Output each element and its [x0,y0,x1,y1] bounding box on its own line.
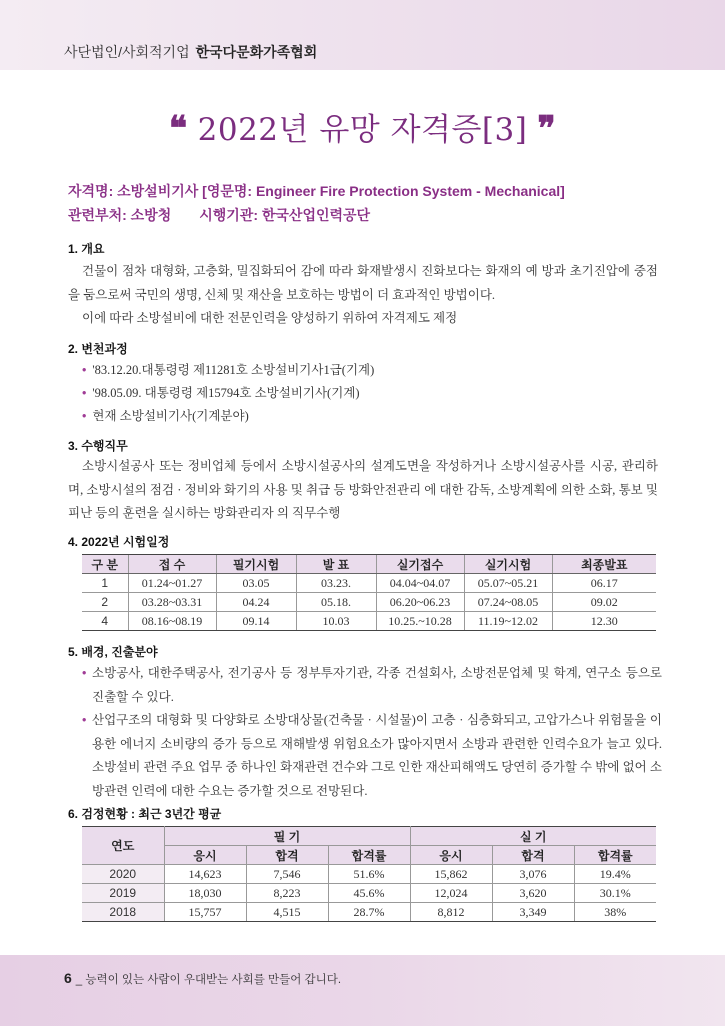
table-cell: 8,812 [410,903,492,922]
section-heading-schedule: 4. 2022년 시험일정 [68,535,170,549]
table-cell-year: 2020 [82,865,164,884]
col-header: 최종발표 [552,555,656,574]
table-cell: 09.14 [216,612,296,631]
table-cell: 15,757 [164,903,246,922]
table-cell: 1 [82,574,128,593]
table-cell: 03.28~03.31 [128,593,216,612]
table-cell: 06.20~06.23 [376,593,464,612]
table-row [82,903,656,922]
history-item: • '83.12.20.대통령령 제11281호 소방설비기사1급(기계) [82,363,375,377]
related-department: 관련부처: 소방청 [68,207,172,223]
col-group-practical: 실 기 [410,827,656,846]
table-cell: 01.24~01.27 [128,574,216,593]
bullet-icon: • [82,386,87,400]
page-title [0,104,725,149]
header-prefix: 사단법인/사회적기업 [64,44,190,60]
table-cell: 28.7% [328,903,410,922]
table-header-row [82,555,656,574]
header-org-name: 한국다문화가족협회 [195,44,318,60]
history-item: • 현재 소방설비기사(기계분야) [82,409,249,423]
table-cell: 10.03 [296,612,376,631]
table-cell: 30.1% [574,884,656,903]
section-heading-career: 5. 배경, 진출분야 [68,645,158,659]
table-cell: 3,620 [492,884,574,903]
open-quote-icon: ❝ [168,109,188,149]
col-header: 응시 [410,846,492,865]
title-text: 2022년 유망 자격증[3] [197,112,528,148]
close-quote-icon: ❞ [537,109,557,149]
table-row [82,865,656,884]
col-header: 접 수 [128,555,216,574]
col-header: 구 분 [82,555,128,574]
table-cell: 3,076 [492,865,574,884]
footer-slogan: _ 능력이 있는 사람이 우대받는 사회를 만들어 갑니다. [75,974,342,986]
section-heading-duties: 3. 수행직무 [68,439,128,453]
col-header: 필기시험 [216,555,296,574]
table-cell: 06.17 [552,574,656,593]
footer [64,970,341,987]
table-cell: 3,349 [492,903,574,922]
table-cell: 2 [82,593,128,612]
duties-paragraph: 소방시설공사 또는 정비업체 등에서 소방시설공사의 설계도면을 작성하거나 소방시설공사를 시공, 관리하며, 소방시설의 점검 · 정비와 화기의 사용 및 취급 등 방화안전관리 에 대한 감독, 소방계획에 의한 소화, 통보 및 피난 등의 훈련을 실시하는 방화관리자 의 직무수행 [68,459,658,520]
exam-statistics-table [82,826,656,922]
table-cell: 05.18. [296,593,376,612]
table-cell: 4,515 [246,903,328,922]
table-cell: 15,862 [410,865,492,884]
col-group-written: 필 기 [164,827,410,846]
table-cell: 18,030 [164,884,246,903]
career-item: • 산업구조의 대형화 및 다양화로 소방대상물(건축물 · 시설물)이 고층 · 심층화되고, 고압가스나 위험물을 이용한 에너지 소비량의 증가 등으로 재해발생 위험요소가 많아지면서 소방과 관련한 인력수요가 늘고 있다. 소방설비 관련 주요 업무 중 하나인 화재관련 건수와 그로 인한 재산피해액도 당연히 증가할 수 밖에 없어 소방관련 인력에 대한 수요는 증가할 것으로 전망된다. [82,709,662,803]
table-cell: 45.6% [328,884,410,903]
table-header-row [82,827,656,846]
table-cell: 7,546 [246,865,328,884]
table-cell: 05.07~05.21 [464,574,552,593]
section-heading-overview: 1. 개요 [68,242,105,256]
history-item: • '98.05.09. 대통령령 제15794호 소방설비기사(기계) [82,386,360,400]
table-cell-year: 2018 [82,903,164,922]
overview-paragraph-2: 이에 따라 소방설비에 대한 전문인력을 양성하기 위하여 자격제도 제정 [82,311,458,325]
table-cell: 8,223 [246,884,328,903]
exam-schedule-table [82,554,656,631]
table-row [82,574,656,593]
table-cell: 12,024 [410,884,492,903]
col-header: 응시 [164,846,246,865]
table-row [82,884,656,903]
col-header: 합격 [246,846,328,865]
table-cell: 07.24~08.05 [464,593,552,612]
table-cell: 04.04~04.07 [376,574,464,593]
table-cell: 51.6% [328,865,410,884]
col-header: 합격률 [574,846,656,865]
table-cell: 03.23. [296,574,376,593]
bullet-icon: • [82,363,87,377]
table-cell: 14,623 [164,865,246,884]
table-cell: 09.02 [552,593,656,612]
qualification-name: 자격명: 소방설비기사 [영문명: Engineer Fire Protection System - Mechanical] [68,183,565,199]
table-cell-year: 2019 [82,884,164,903]
table-row [82,593,656,612]
qualification-meta [68,205,370,225]
table-cell: 12.30 [552,612,656,631]
table-cell: 4 [82,612,128,631]
table-cell: 19.4% [574,865,656,884]
table-cell: 10.25.~10.28 [376,612,464,631]
section-heading-history: 2. 변천과정 [68,342,128,356]
overview-paragraph-1: 건물이 점차 대형화, 고층화, 밀집화되어 감에 따라 화재발생시 진화보다는 화재의 예 방과 초기진압에 중점을 둠으로써 국민의 생명, 신체 및 재산을 보호하는 방법이 더 효과적인 방법이다. [68,264,658,302]
executing-agency: 시행기관: 한국산업인력공단 [199,207,371,223]
col-header: 합격률 [328,846,410,865]
table-cell: 03.05 [216,574,296,593]
bullet-icon: • [82,666,87,680]
table-row [82,612,656,631]
table-cell: 11.19~12.02 [464,612,552,631]
col-header: 실기접수 [376,555,464,574]
col-header: 발 표 [296,555,376,574]
col-header-year: 연도 [82,827,164,865]
header-org [64,42,317,62]
col-header: 합격 [492,846,574,865]
table-cell: 04.24 [216,593,296,612]
footer-band [0,955,725,1026]
table-cell: 08.16~08.19 [128,612,216,631]
section-heading-statistics: 6. 검정현황 : 최근 3년간 평균 [68,807,222,821]
table-subheader-row [82,846,656,865]
col-header: 실기시험 [464,555,552,574]
table-cell: 38% [574,903,656,922]
page-number: 6 [64,970,72,986]
bullet-icon: • [82,713,87,727]
career-item: • 소방공사, 대한주택공사, 전기공사 등 정부투자기관, 각종 건설회사, 소방전문업체 및 학계, 연구소 등으로 진출할 수 있다. [82,662,662,709]
bullet-icon: • [82,409,87,423]
